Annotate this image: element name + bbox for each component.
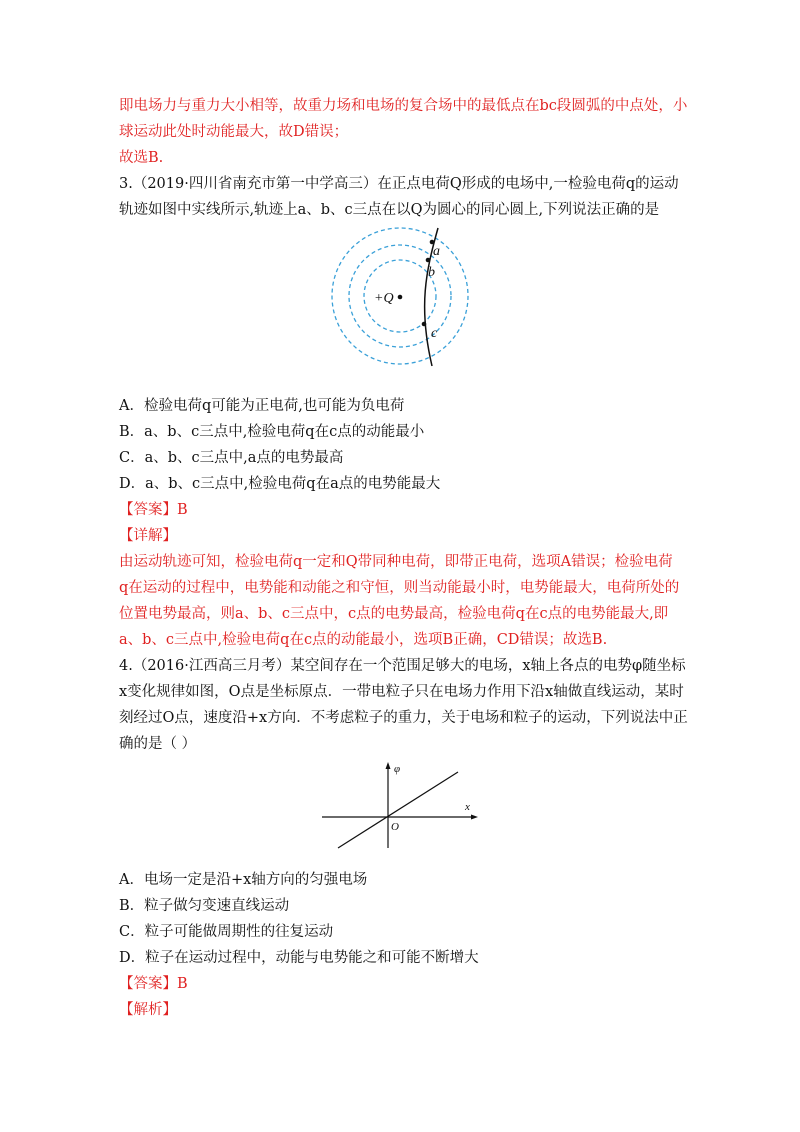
q4-option-a: A．电场一定是沿+x轴方向的匀强电场 [119, 872, 368, 888]
q4-analysis-label: 【解析】 [119, 1002, 177, 1018]
q3-stem-line-2: 轨迹如图中实线所示,轨迹上a、b、c三点在以Q为圆心的同心圆上,下列说法正确的是 [119, 202, 660, 218]
point-a-label: a [433, 244, 440, 259]
q4-stem-line-2: x变化规律如图，O点是坐标原点．一带电粒子只在电场力作用下沿x轴做直线运动，某时 [119, 684, 684, 700]
point-b-dot [426, 258, 431, 263]
point-c-dot [422, 322, 427, 327]
q3-option-d: D．a、b、c三点中,检验电荷q在a点的电势能最大 [119, 476, 441, 492]
q4-option-b: B．粒子做匀变速直线运动 [119, 898, 290, 914]
q4-stem-line-3: 刻经过O点，速度沿+x方向．不考虑粒子的重力，关于电场和粒子的运动，下列说法中正 [119, 710, 688, 726]
q3-explanation-line-4: a、b、c三点中,检验电荷q在c点的动能最小，选项B正确，CD错误；故选B. [119, 632, 608, 648]
q3-detail-label: 【详解】 [119, 528, 177, 544]
y-axis-arrow [386, 762, 391, 769]
q4-answer: 【答案】B [119, 976, 188, 992]
prev-explanation-line-2: 球运动此处时动能最大，故D错误； [119, 124, 349, 140]
q3-answer: 【答案】B [119, 502, 188, 518]
center-charge-dot [398, 295, 403, 300]
q3-option-b: B．a、b、c三点中,检验电荷q在c点的动能最小 [119, 424, 425, 440]
q4-stem-line-4: 确的是（ ） [119, 736, 197, 752]
q3-explanation-line-2: q在运动的过程中，电势能和动能之和守恒，则当动能最小时，电势能最大，电荷所处的 [119, 580, 680, 596]
q3-option-c: C．a、b、c三点中,a点的电势最高 [119, 450, 344, 466]
prev-explanation-line-1: 即电场力与重力大小相等，故重力场和电场的复合场中的最低点在bc段圆弧的中点处，小 [119, 98, 688, 114]
q3-stem-line-1: 3.（2019·四川省南充市第一中学高三）在正点电荷Q形成的电场中,一检验电荷q的运动 [119, 176, 679, 192]
q3-explanation-line-1: 由运动轨迹可知，检验电荷q一定和Q带同种电荷，即带正电荷，选项A错误；检验电荷 [119, 554, 673, 570]
x-axis-label: x [465, 801, 470, 813]
q4-potential-graph [318, 760, 488, 850]
q3-concentric-circles-figure [330, 226, 480, 371]
potential-line [338, 772, 458, 848]
point-c-label: c [431, 326, 438, 341]
x-axis-arrow [471, 815, 478, 820]
origin-label: O [391, 821, 399, 833]
q3-option-a: A．检验电荷q可能为正电荷,也可能为负电荷 [119, 398, 405, 414]
q4-option-c: C．粒子可能做周期性的往复运动 [119, 924, 334, 940]
q3-explanation-line-3: 位置电势最高，则a、b、c三点中，c点的电势最高，检验电荷q在c点的电势能最大,即 [119, 606, 669, 622]
center-charge-label: +Q [374, 291, 394, 306]
q4-stem-line-1: 4.（2016·江西高三月考）某空间存在一个范围足够大的电场，x轴上各点的电势φ随坐标 [119, 658, 686, 674]
point-b-label: b [428, 265, 435, 280]
y-axis-label: φ [394, 763, 401, 775]
q4-option-d: D．粒子在运动过程中，动能与电势能之和可能不断增大 [119, 950, 479, 966]
prev-explanation-line-3: 故选B. [119, 150, 164, 166]
